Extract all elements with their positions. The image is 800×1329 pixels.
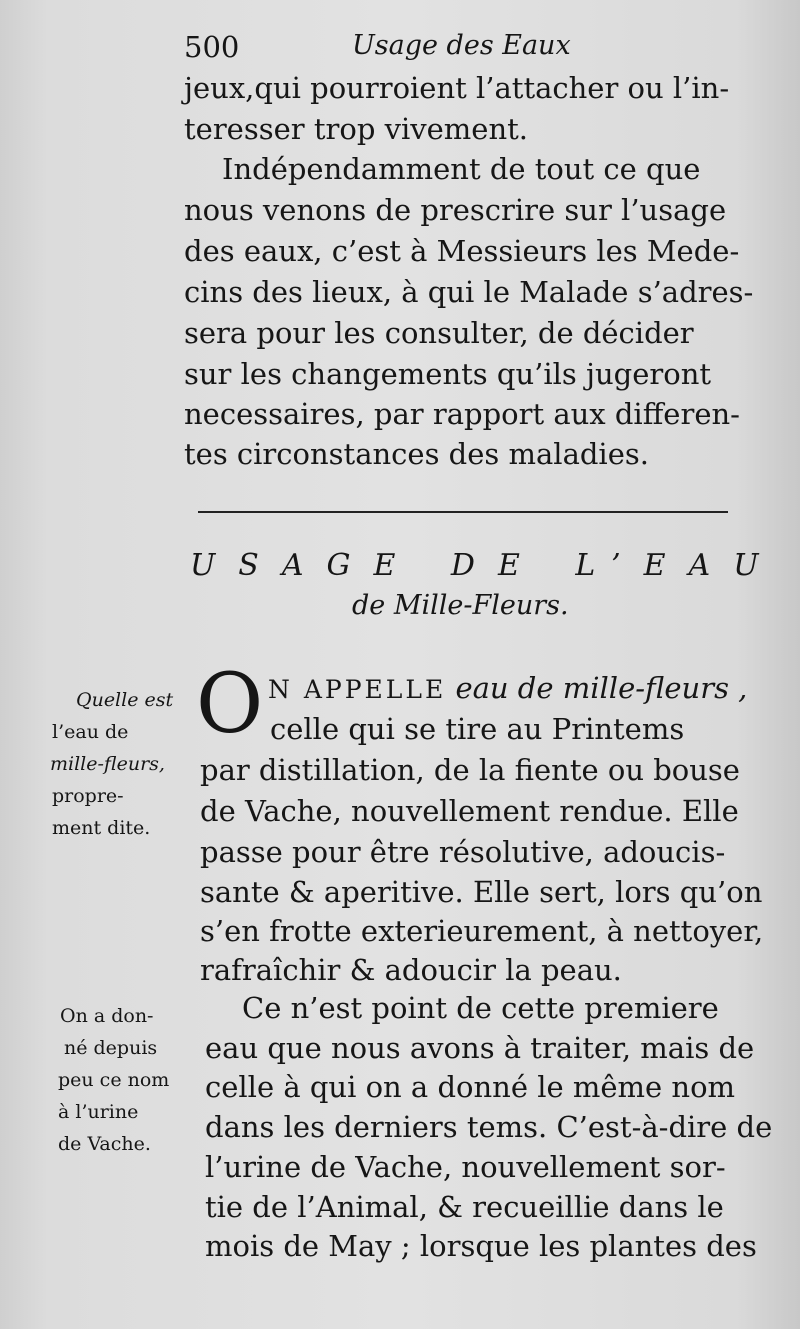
running-title: Usage des Eaux: [352, 30, 571, 61]
text-line: s’en frotte exterieurement, à nettoyer,: [200, 914, 764, 948]
margin-note-line: ment dite.: [52, 817, 151, 839]
drop-cap: O: [196, 657, 264, 752]
margin-note-line: à l’urine: [58, 1101, 139, 1123]
margin-note-line: mille-fleurs,: [50, 753, 165, 775]
section-divider: [198, 511, 728, 513]
margin-note-line: propre-: [52, 785, 124, 807]
margin-note-line: de Vache.: [58, 1133, 151, 1155]
text-line: celle à qui on a donné le même nom: [205, 1070, 736, 1104]
text-line: sera pour les consulter, de décider: [184, 316, 694, 350]
text-line: cins des lieux, à qui le Malade s’adres-: [184, 275, 754, 309]
text-line: des eaux, c’est à Messieurs les Mede-: [184, 234, 740, 268]
margin-note-line: Quelle est: [76, 689, 174, 711]
margin-note-line: On a don-: [60, 1005, 154, 1027]
italic-term: eau de mille-fleurs ,: [455, 671, 748, 705]
text-line: passe pour être résolutive, adoucis-: [200, 835, 726, 869]
small-caps-phrase: N APPELLE: [268, 675, 447, 704]
text-line: rafraîchir & adoucir la peau.: [200, 953, 622, 987]
page-number: 500: [184, 30, 240, 64]
text-line: teresser trop vivement.: [184, 112, 529, 146]
text-line: necessaires, par rapport aux differen-: [184, 397, 740, 431]
running-header: [182, 30, 742, 70]
margin-note-line: né depuis: [64, 1037, 158, 1059]
text-line: sur les changements qu’ils jugeront: [184, 357, 712, 391]
text-line: eau que nous avons à traiter, mais de: [205, 1031, 755, 1065]
text-line: l’urine de Vache, nouvellement sor-: [205, 1150, 726, 1184]
text-line: jeux,qui pourroient l’attacher ou l’in-: [184, 71, 730, 105]
text-line: tie de l’Animal, & recueillie dans le: [205, 1190, 724, 1224]
margin-note-line: l’eau de: [52, 721, 129, 743]
section-heading: USAGE DE L’EAU: [190, 548, 782, 583]
text-line: celle qui se tire au Printems: [270, 712, 685, 746]
text-line: sante & aperitive. Elle sert, lors qu’on: [200, 875, 763, 909]
text-line: tes circonstances des maladies.: [184, 437, 649, 471]
section-subheading: de Mille-Fleurs.: [352, 590, 569, 621]
text-line: [268, 670, 747, 708]
margin-note-line: peu ce nom: [58, 1069, 170, 1091]
text-line: Indépendamment de tout ce que: [222, 152, 701, 186]
text-line: dans les derniers tems. C’est-à-dire de: [205, 1110, 773, 1144]
margin-note: [50, 1000, 190, 1160]
text-line: Ce n’est point de cette premiere: [242, 991, 719, 1025]
text-line: par distillation, de la fiente ou bouse: [200, 753, 740, 787]
text-line: nous venons de prescrire sur l’usage: [184, 193, 727, 227]
text-line: de Vache, nouvellement rendue. Elle: [200, 794, 739, 828]
text-line: mois de May ; lorsque les plantes des: [205, 1229, 757, 1263]
margin-note: [50, 684, 190, 844]
